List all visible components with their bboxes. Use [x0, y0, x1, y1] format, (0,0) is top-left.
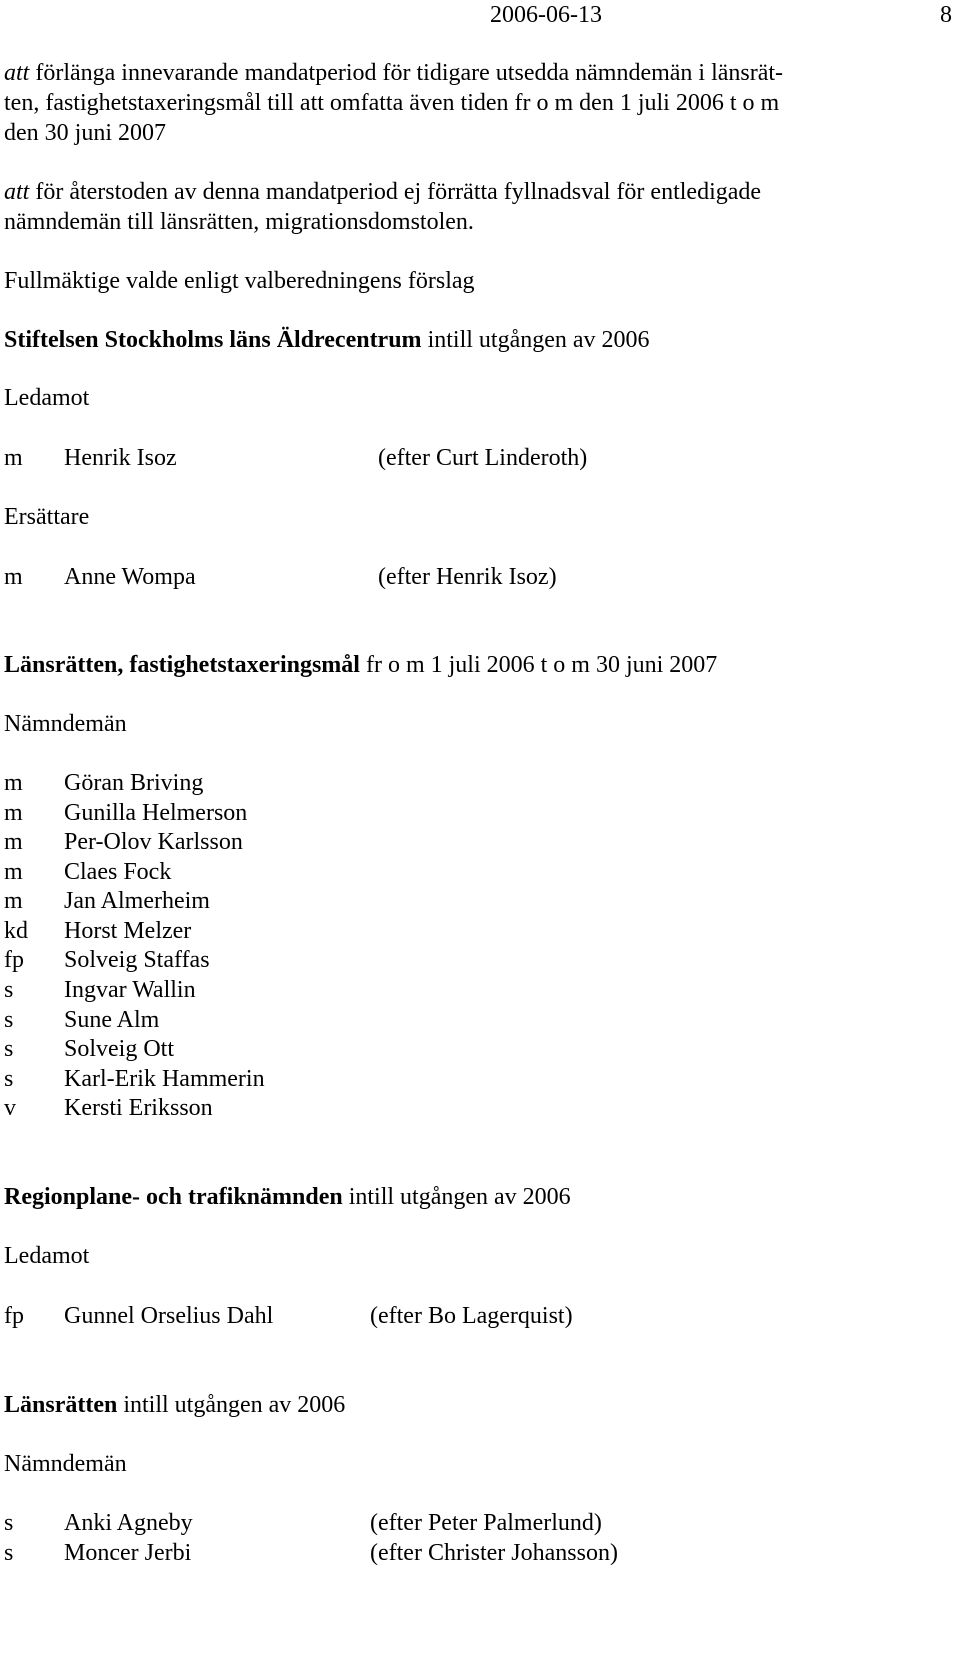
member-party: v	[4, 1095, 16, 1121]
member-name: Göran Briving	[64, 770, 204, 796]
member-name: Ingvar Wallin	[64, 977, 196, 1003]
group-heading: Ledamot	[4, 1243, 90, 1269]
section-title-bold: Stiftelsen Stockholms läns Äldrecentrum	[4, 327, 422, 353]
member-name: Solveig Ott	[64, 1036, 175, 1062]
member-replaces: (efter Christer Johansson)	[370, 1540, 618, 1566]
member-row	[0, 1064, 960, 1094]
group-heading: Ersättare	[4, 504, 90, 530]
member-name: Sune Alm	[64, 1007, 160, 1033]
member-row	[0, 975, 960, 1005]
section-title-rest: intill utgången av 2006	[342, 1184, 571, 1210]
motion-text-line: ten, fastighetstaxeringsmål till att omfatta även tiden fr o m den 1 juli 2006 t o m	[4, 90, 780, 116]
member-party: s	[4, 977, 14, 1003]
member-name: Claes Fock	[64, 859, 172, 885]
member-name: Anne Wompa	[64, 564, 196, 590]
member-row	[0, 916, 960, 946]
motion-text-line: den 30 juni 2007	[4, 120, 166, 146]
member-replaces: (efter Peter Palmerlund)	[370, 1510, 602, 1536]
section-title	[4, 1390, 345, 1420]
member-party: m	[4, 445, 23, 471]
section-title	[4, 325, 650, 355]
member-row	[0, 443, 960, 473]
page-number: 8	[940, 2, 952, 28]
member-name: Gunnel Orselius Dahl	[64, 1303, 274, 1329]
member-name: Solveig Staffas	[64, 947, 210, 973]
member-row	[0, 562, 960, 592]
member-party: s	[4, 1007, 14, 1033]
member-name: Anki Agneby	[64, 1510, 193, 1536]
section-title-rest: fr o m 1 juli 2006 t o m 30 juni 2007	[359, 652, 718, 678]
member-replaces: (efter Bo Lagerquist)	[370, 1303, 573, 1329]
member-replaces: (efter Curt Linderoth)	[378, 445, 588, 471]
section-title-rest: intill utgången av 2006	[117, 1392, 346, 1418]
member-name: Kersti Eriksson	[64, 1095, 213, 1121]
motion-paragraph-1	[4, 58, 924, 148]
member-name: Gunilla Helmerson	[64, 800, 248, 826]
member-party: m	[4, 770, 23, 796]
member-row	[0, 827, 960, 857]
section-title-rest: intill utgången av 2006	[421, 327, 650, 353]
member-row	[0, 1034, 960, 1064]
member-party: s	[4, 1066, 14, 1092]
member-party: s	[4, 1510, 14, 1536]
section-title	[4, 650, 717, 680]
motion-paragraph-2	[4, 177, 924, 237]
section-title-bold: Länsrätten, fastighetstaxeringsmål	[4, 652, 360, 678]
member-name: Jan Almerheim	[64, 888, 210, 914]
member-party: m	[4, 829, 23, 855]
member-party: m	[4, 564, 23, 590]
section-title-bold: Länsrätten	[4, 1392, 118, 1418]
group-heading: Nämndemän	[4, 711, 127, 737]
member-row	[0, 1301, 960, 1331]
decision-text: Fullmäktige valde enligt valberedningens förslag	[4, 268, 475, 294]
motion-text-line: nämndemän till länsrätten, migrationsdomstolen.	[4, 209, 474, 235]
group-heading: Nämndemän	[4, 1451, 127, 1477]
member-party: m	[4, 859, 23, 885]
member-row	[0, 1508, 960, 1538]
member-name: Henrik Isoz	[64, 445, 177, 471]
member-party: s	[4, 1540, 14, 1566]
member-name: Karl-Erik Hammerin	[64, 1066, 265, 1092]
member-party: fp	[4, 947, 24, 973]
section-title-bold: Regionplane- och trafiknämnden	[4, 1184, 343, 1210]
member-party: m	[4, 888, 23, 914]
member-row	[0, 1093, 960, 1123]
member-party: kd	[4, 918, 28, 944]
member-row	[0, 768, 960, 798]
motion-lead: att	[4, 179, 30, 205]
member-party: m	[4, 800, 23, 826]
member-party: fp	[4, 1303, 24, 1329]
member-name: Moncer Jerbi	[64, 1540, 192, 1566]
member-row	[0, 1005, 960, 1035]
group-heading: Ledamot	[4, 385, 90, 411]
member-row	[0, 886, 960, 916]
member-party: s	[4, 1036, 14, 1062]
motion-text-line: förlänga innevarande mandatperiod för tidigare utsedda nämndemän i länsrät-	[29, 60, 784, 86]
member-row	[0, 857, 960, 887]
section-title	[4, 1182, 571, 1212]
member-row	[0, 798, 960, 828]
member-name: Per-Olov Karlsson	[64, 829, 243, 855]
member-name: Horst Melzer	[64, 918, 192, 944]
page-date: 2006-06-13	[490, 2, 602, 28]
motion-text-line: för återstoden av denna mandatperiod ej förrätta fyllnadsval för entledigade	[29, 179, 762, 205]
member-row	[0, 945, 960, 975]
member-replaces: (efter Henrik Isoz)	[378, 564, 557, 590]
member-row	[0, 1538, 960, 1568]
motion-lead: att	[4, 60, 30, 86]
